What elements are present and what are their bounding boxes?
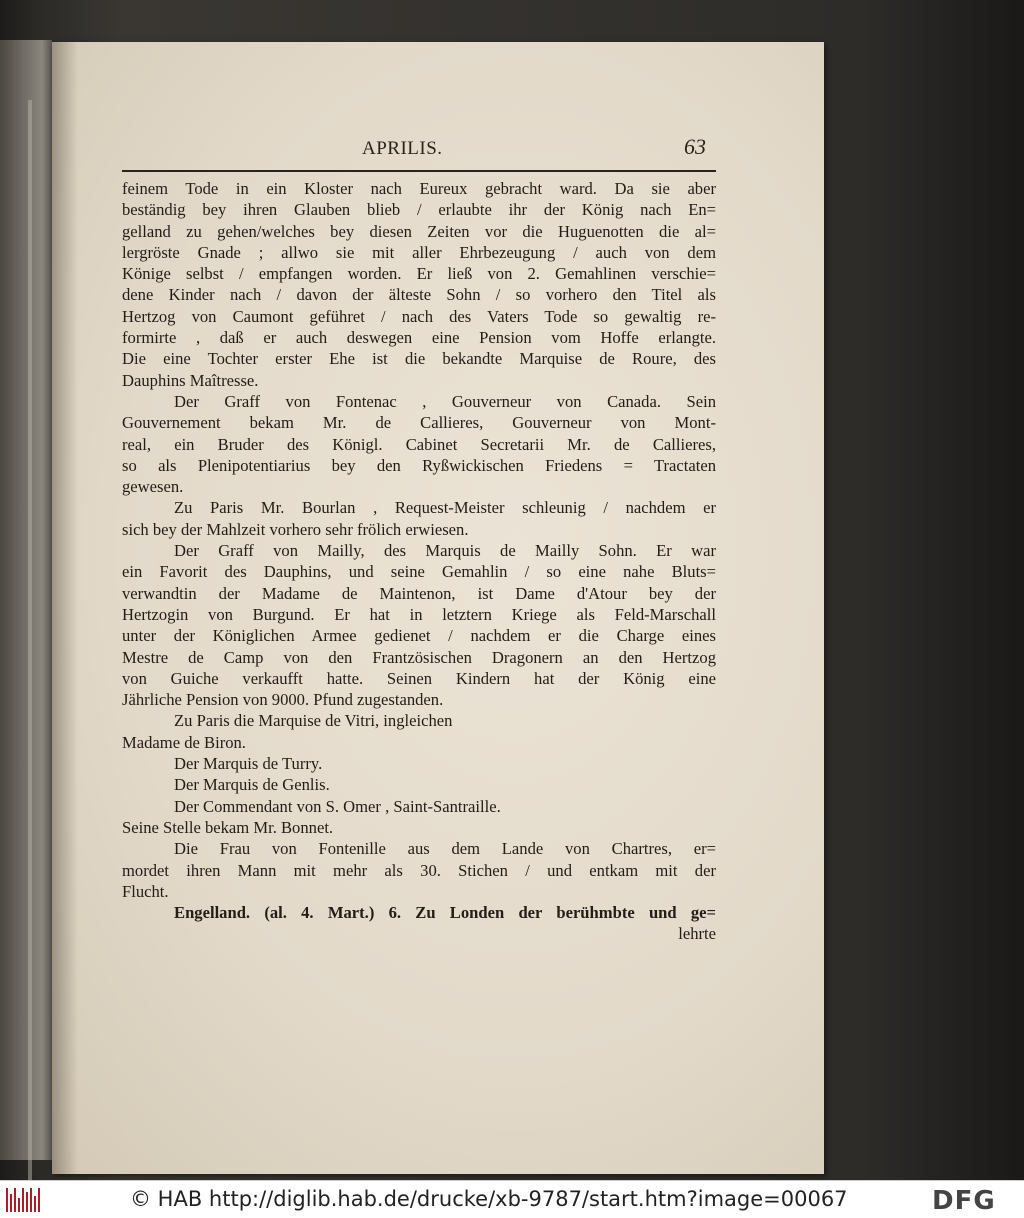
text-line: sich bey der Mahlzeit vorhero sehr frölich erwiesen. — [122, 519, 469, 539]
text-line: Die Frau von Fontenille aus dem Lande von Chartres, er= — [174, 839, 716, 859]
text-line: lehrte — [678, 924, 716, 944]
text-line: Hertzog von Caumont geführet / nach des Vaters Tode so gewaltig re- — [122, 306, 716, 326]
text-line: Zu Paris die Marquise de Vitri, ingleichen — [174, 711, 453, 731]
text-line: Gouvernement bekam Mr. de Callieres, Gouverneur von Mont- — [122, 413, 716, 433]
text-line: Der Graff von Fontenac , Gouverneur von Canada. Sein — [174, 391, 716, 411]
dfg-logo: DFG — [932, 1186, 996, 1216]
book-page — [52, 42, 824, 1174]
text-line: Der Marquis de Turry. — [174, 754, 323, 774]
text-line: Mestre de Camp von den Frantzösischen Dragonern an den Hertzog — [122, 647, 716, 667]
text-line: feinem Tode in ein Kloster nach Eureux gebracht ward. Da sie aber — [122, 179, 716, 198]
text-line: Seine Stelle bekam Mr. Bonnet. — [122, 817, 334, 837]
text-line: von Guiche verkaufft hatte. Seinen Kindern hat der König eine — [122, 668, 716, 688]
text-line: lergröste Gnade ; allwo sie mit aller Ehrbezeugung / auch von dem — [122, 242, 716, 262]
text-line: Engelland. (al. 4. Mart.) 6. Zu Londen der berühmbte und ge= — [174, 903, 716, 923]
text-line: Hertzogin von Burgund. Er hat in letztern Kriege als Feld-Marschall — [122, 604, 716, 624]
text-line: mordet ihren Mann mit mehr als 30. Stichen / und entkam mit der — [122, 860, 716, 880]
page-text — [122, 178, 716, 945]
text-line: Der Graff von Mailly, des Marquis de Mailly Sohn. Er war — [174, 541, 716, 561]
text-line: so als Plenipotentiarius bey den Ryßwickischen Friedens = Tractaten — [122, 455, 716, 475]
header-rule — [122, 170, 716, 172]
previous-page-edge — [0, 40, 53, 1160]
text-line: verwandtin der Madame de Maintenon, ist Dame d'Atour bey der — [122, 583, 716, 603]
text-line: unter der Königlichen Armee gedienet / nachdem er die Charge eines — [122, 626, 716, 646]
text-line: Madame de Biron. — [122, 732, 246, 752]
text-line: gewesen. — [122, 477, 184, 497]
page-edge-highlight — [28, 100, 32, 1180]
text-line: Die eine Tochter erster Ehe ist die bekandte Marquise de Roure, des — [122, 349, 716, 369]
text-line: real, ein Bruder des Königl. Cabinet Secretarii Mr. de Callieres, — [122, 434, 716, 454]
text-line: Zu Paris Mr. Bourlan , Request-Meister schleunig / nachdem er — [174, 498, 716, 518]
text-line: dene Kinder nach / davon der älteste Sohn / so vorhero den Titel als — [122, 285, 716, 305]
text-line: Dauphins Maîtresse. — [122, 370, 259, 390]
page-number: 63 — [684, 134, 706, 159]
running-title: APRILIS. — [362, 138, 443, 159]
copyright-url[interactable]: © HAB http://diglib.hab.de/drucke/xb-9787/start.htm?image=00067 — [130, 1187, 848, 1211]
text-line: gelland zu gehen/welches bey diesen Zeiten vor die Huguenotten die al= — [122, 221, 716, 241]
text-line: Der Marquis de Genlis. — [174, 775, 330, 795]
page-gutter-shadow — [52, 42, 78, 1174]
text-line: beständig bey ihren Glauben blieb / erlaubte ihr der König nach En= — [122, 200, 716, 220]
text-line: Der Commendant von S. Omer , Saint-Santraille. — [174, 796, 501, 816]
hab-logo-icon — [6, 1188, 40, 1212]
text-line: ein Favorit des Dauphins, und seine Gemahlin / so eine nahe Bluts= — [122, 562, 716, 582]
text-line: Jährliche Pension von 9000. Pfund zugestanden. — [122, 690, 444, 710]
viewer-footer — [0, 1180, 1024, 1218]
text-line: formirte , daß er auch deswegen eine Pension vom Hoffe erlangte. — [122, 328, 716, 348]
text-line: Könige selbst / empfangen worden. Er ließ von 2. Gemahlinen verschie= — [122, 264, 716, 284]
text-line: Flucht. — [122, 881, 169, 901]
